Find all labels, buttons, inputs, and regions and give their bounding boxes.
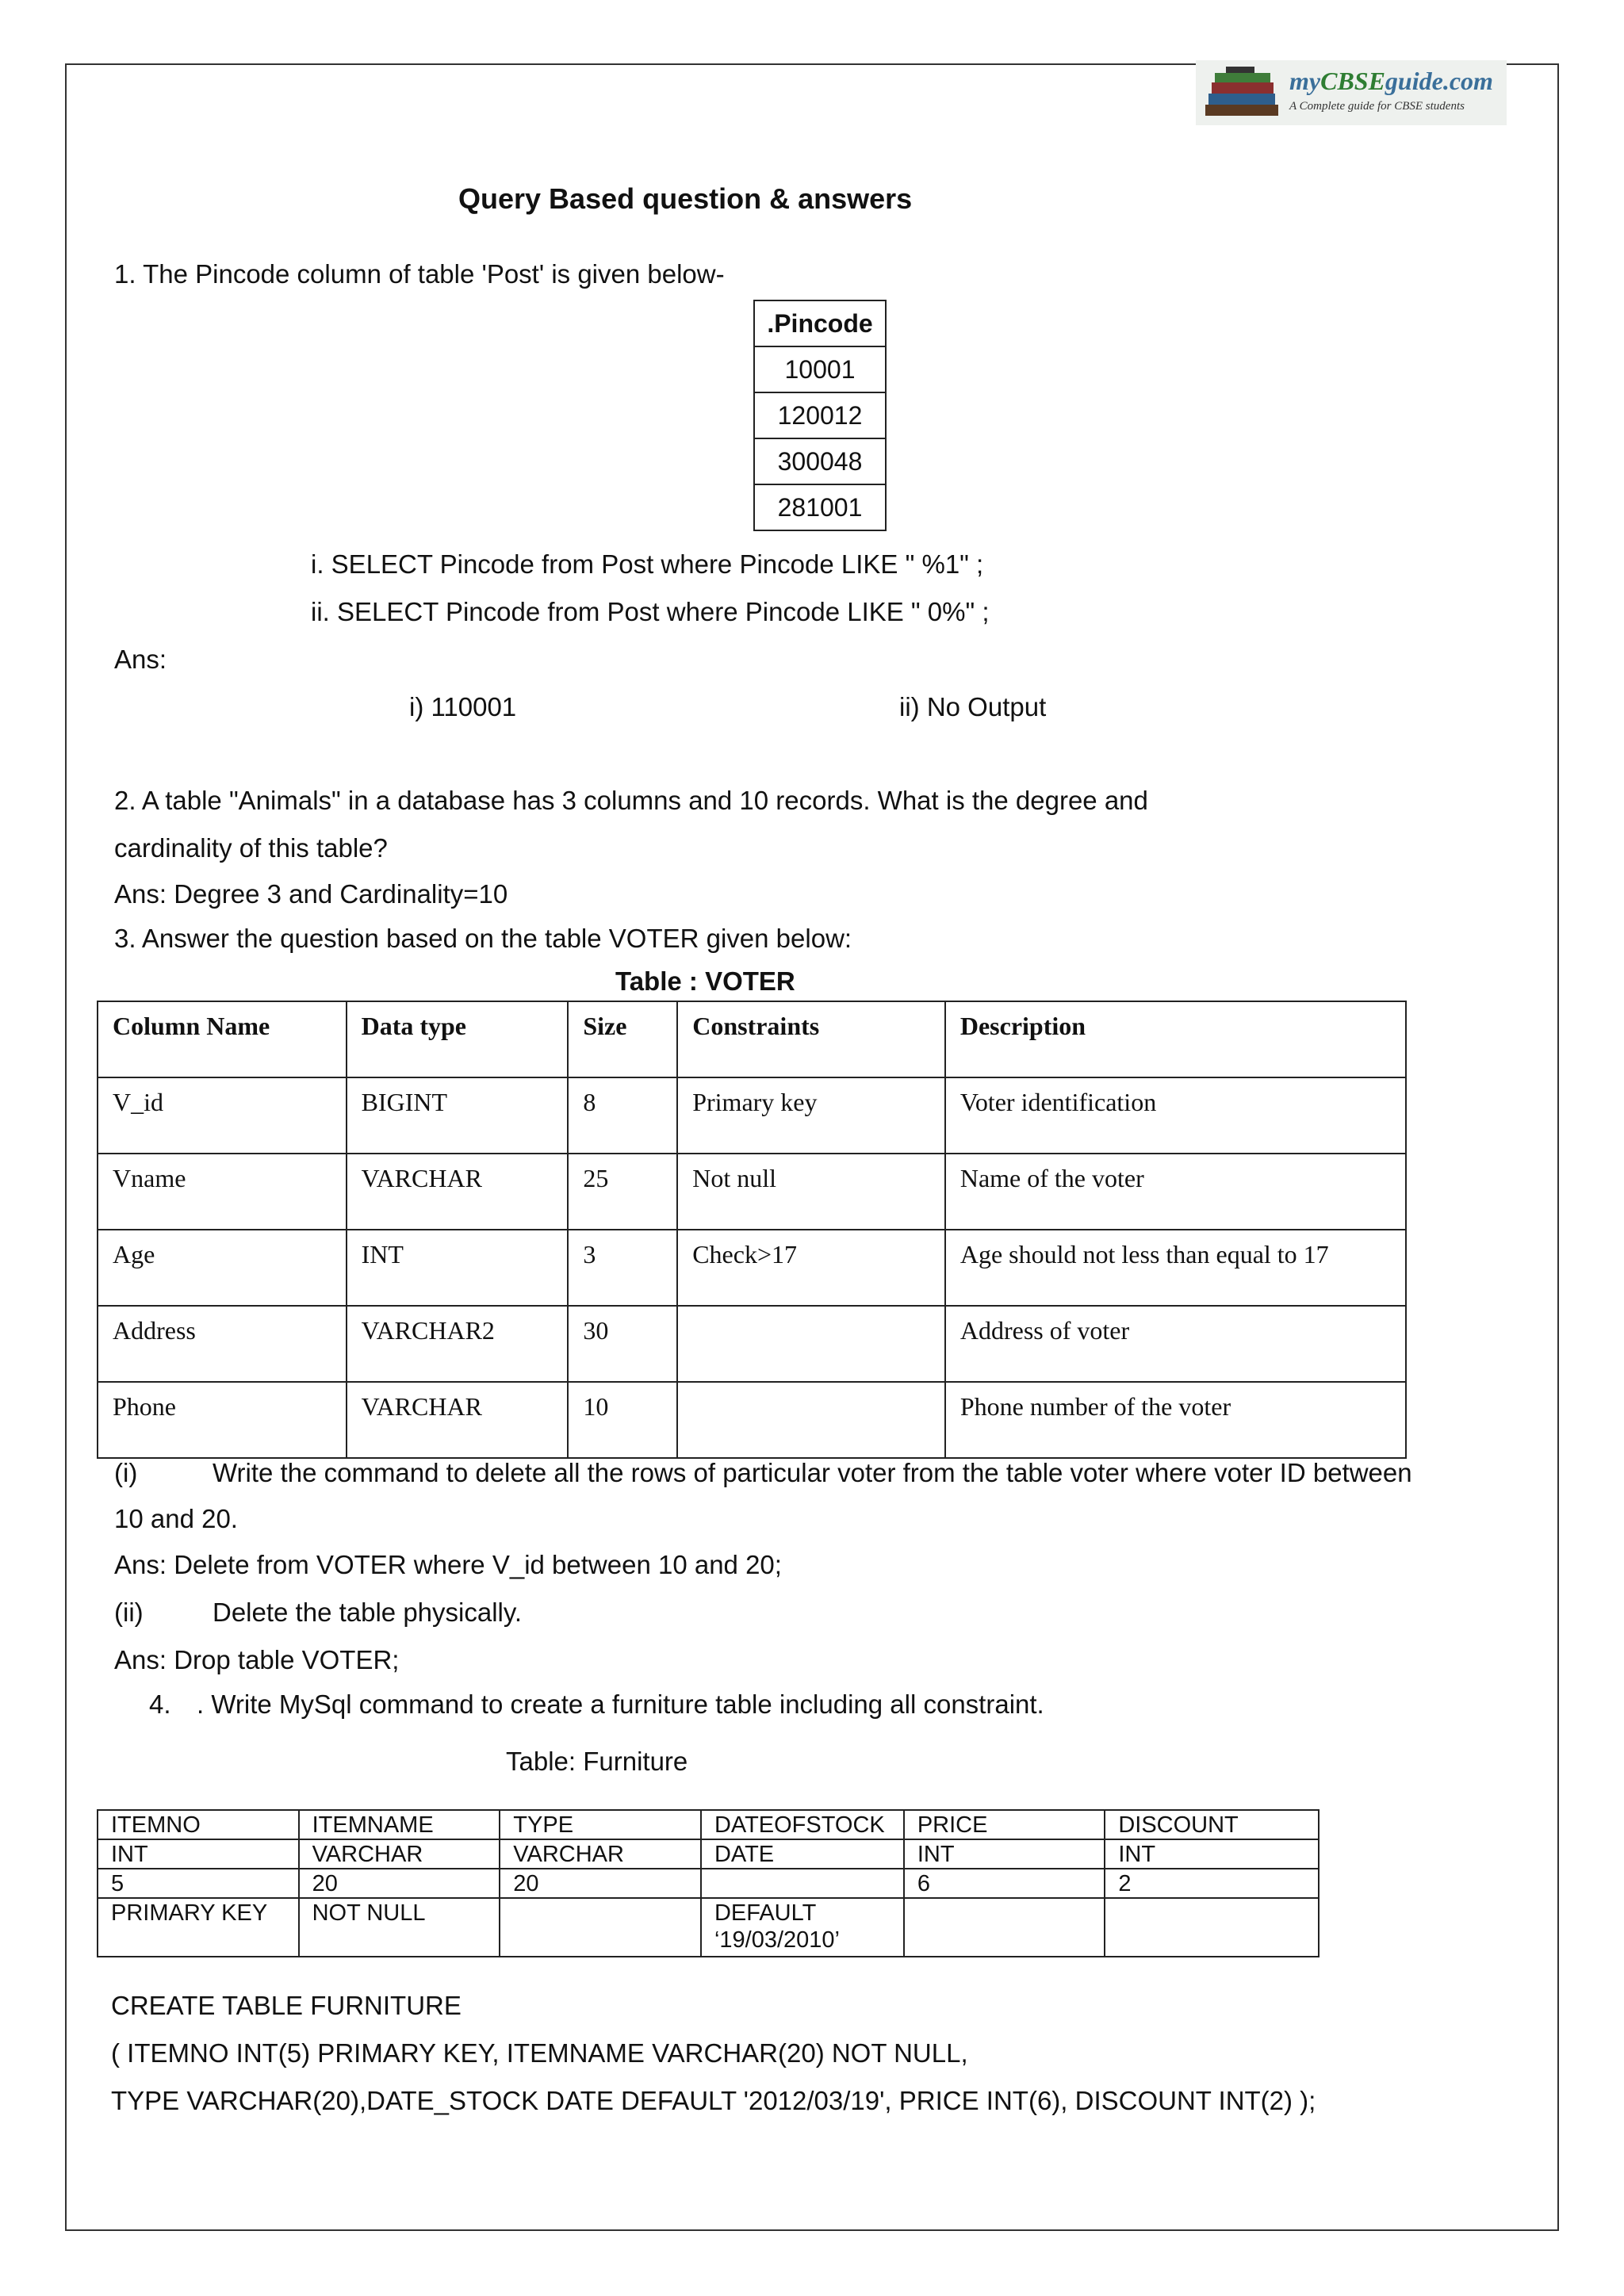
q1-text: 1. The Pincode column of table 'Post' is given below- xyxy=(114,259,725,289)
voter-table xyxy=(97,1001,1407,1459)
voter-cell: Primary key xyxy=(677,1077,945,1154)
furniture-cell: VARCHAR xyxy=(500,1839,701,1869)
q3-part-i-cont: 10 and 20. xyxy=(114,1504,238,1533)
furniture-cell: VARCHAR xyxy=(299,1839,500,1869)
pincode-cell: 300048 xyxy=(754,438,886,484)
logo-brand: myCBSEguide.com xyxy=(1289,67,1493,95)
voter-cell xyxy=(677,1382,945,1458)
voter-header-cell: Size xyxy=(568,1001,677,1077)
voter-cell: Address of voter xyxy=(945,1306,1406,1382)
voter-cell: Phone xyxy=(98,1382,347,1458)
pincode-table xyxy=(753,300,887,531)
table-row xyxy=(98,1077,1406,1154)
q2-line2: cardinality of this table? xyxy=(114,833,388,863)
furniture-cell: INT xyxy=(98,1839,299,1869)
pincode-cell: 281001 xyxy=(754,484,886,530)
voter-cell: VARCHAR xyxy=(347,1382,569,1458)
q1-query-ii: ii. SELECT Pincode from Post where Pincode LIKE " 0%" ; xyxy=(311,597,990,626)
furniture-cell: 6 xyxy=(904,1869,1105,1898)
table-row xyxy=(98,1898,1319,1957)
q4-sql-line2: ( ITEMNO INT(5) PRIMARY KEY, ITEMNAME VARCHAR(20) NOT NULL, xyxy=(111,2038,968,2068)
table-row xyxy=(98,1839,1319,1869)
q3-part-i-num: (i) xyxy=(114,1458,138,1487)
furniture-cell: 2 xyxy=(1105,1869,1319,1898)
voter-cell: BIGINT xyxy=(347,1077,569,1154)
voter-cell: Vname xyxy=(98,1154,347,1230)
voter-cell: VARCHAR xyxy=(347,1154,569,1230)
q3-ans-i: Ans: Delete from VOTER where V_id between 10 and 20; xyxy=(114,1550,782,1579)
furniture-cell: INT xyxy=(1105,1839,1319,1869)
books-icon xyxy=(1202,65,1285,121)
voter-cell: 30 xyxy=(568,1306,677,1382)
furniture-table-title: Table: Furniture xyxy=(506,1747,688,1776)
q1-query-i: i. SELECT Pincode from Post where Pincode LIKE " %1" ; xyxy=(311,549,984,579)
voter-cell: 8 xyxy=(568,1077,677,1154)
logo-tagline: A Complete guide for CBSE students xyxy=(1289,100,1465,113)
page-title: Query Based question & answers xyxy=(458,182,913,215)
furniture-cell: PRIMARY KEY xyxy=(98,1898,299,1957)
q1-ans-label: Ans: xyxy=(114,645,167,674)
furniture-cell: DISCOUNT xyxy=(1105,1810,1319,1839)
table-row xyxy=(98,1230,1406,1306)
furniture-cell: ITEMNO xyxy=(98,1810,299,1839)
q3-text: 3. Answer the question based on the table VOTER given below: xyxy=(114,924,852,953)
voter-cell: Voter identification xyxy=(945,1077,1406,1154)
voter-header-cell: Data type xyxy=(347,1001,569,1077)
q2-line1: 2. A table "Animals" in a database has 3 columns and 10 records. What is the degree and xyxy=(114,786,1148,815)
q4-text: . Write MySql command to create a furniture table including all constraint. xyxy=(197,1689,1044,1719)
furniture-cell: PRICE xyxy=(904,1810,1105,1839)
furniture-cell xyxy=(904,1898,1105,1957)
voter-cell: 10 xyxy=(568,1382,677,1458)
voter-cell: VARCHAR2 xyxy=(347,1306,569,1382)
table-row xyxy=(98,1306,1406,1382)
furniture-cell: INT xyxy=(904,1839,1105,1869)
q2-answer: Ans: Degree 3 and Cardinality=10 xyxy=(114,879,508,909)
q3-part-ii-text: Delete the table physically. xyxy=(213,1598,523,1627)
furniture-cell: TYPE xyxy=(500,1810,701,1839)
furniture-table xyxy=(97,1809,1320,1957)
voter-header-cell: Description xyxy=(945,1001,1406,1077)
furniture-cell xyxy=(1105,1898,1319,1957)
table-row xyxy=(98,1154,1406,1230)
voter-header-cell: Constraints xyxy=(677,1001,945,1077)
table-row xyxy=(98,1869,1319,1898)
q4-sql-line3: TYPE VARCHAR(20),DATE_STOCK DATE DEFAULT '2012/03/19', PRICE INT(6), DISCOUNT INT(2) ); xyxy=(111,2086,1316,2115)
voter-cell xyxy=(677,1306,945,1382)
furniture-cell: ITEMNAME xyxy=(299,1810,500,1839)
site-logo xyxy=(1196,60,1507,125)
table-row xyxy=(98,1382,1406,1458)
voter-cell: 3 xyxy=(568,1230,677,1306)
voter-header-cell: Column Name xyxy=(98,1001,347,1077)
voter-cell: INT xyxy=(347,1230,569,1306)
voter-cell: Address xyxy=(98,1306,347,1382)
q3-part-ii-num: (ii) xyxy=(114,1598,144,1627)
pincode-cell: 10001 xyxy=(754,346,886,392)
furniture-cell: 20 xyxy=(299,1869,500,1898)
furniture-cell: NOT NULL xyxy=(299,1898,500,1957)
voter-cell: Age xyxy=(98,1230,347,1306)
voter-cell: 25 xyxy=(568,1154,677,1230)
furniture-cell: DEFAULT ‘19/03/2010’ xyxy=(701,1898,904,1957)
furniture-cell: 5 xyxy=(98,1869,299,1898)
voter-cell: Age should not less than equal to 17 xyxy=(945,1230,1406,1306)
q4-num: 4. xyxy=(149,1689,171,1719)
voter-cell: Name of the voter xyxy=(945,1154,1406,1230)
voter-cell: Check>17 xyxy=(677,1230,945,1306)
voter-cell: Phone number of the voter xyxy=(945,1382,1406,1458)
q4-sql-line1: CREATE TABLE FURNITURE xyxy=(111,1991,462,2020)
furniture-cell xyxy=(701,1869,904,1898)
pincode-cell: 120012 xyxy=(754,392,886,438)
furniture-cell: DATEOFSTOCK xyxy=(701,1810,904,1839)
q3-part-i-text: Write the command to delete all the rows of particular voter from the table voter where voter ID between xyxy=(213,1458,1412,1487)
q1-ans-i: i) 110001 xyxy=(409,692,517,721)
voter-table-title: Table : VOTER xyxy=(615,966,795,996)
pincode-header: .Pincode xyxy=(754,300,886,346)
furniture-cell: DATE xyxy=(701,1839,904,1869)
q3-ans-ii: Ans: Drop table VOTER; xyxy=(114,1645,400,1674)
q1-ans-ii: ii) No Output xyxy=(899,692,1047,721)
voter-cell: Not null xyxy=(677,1154,945,1230)
furniture-cell: 20 xyxy=(500,1869,701,1898)
voter-cell: V_id xyxy=(98,1077,347,1154)
furniture-cell xyxy=(500,1898,701,1957)
